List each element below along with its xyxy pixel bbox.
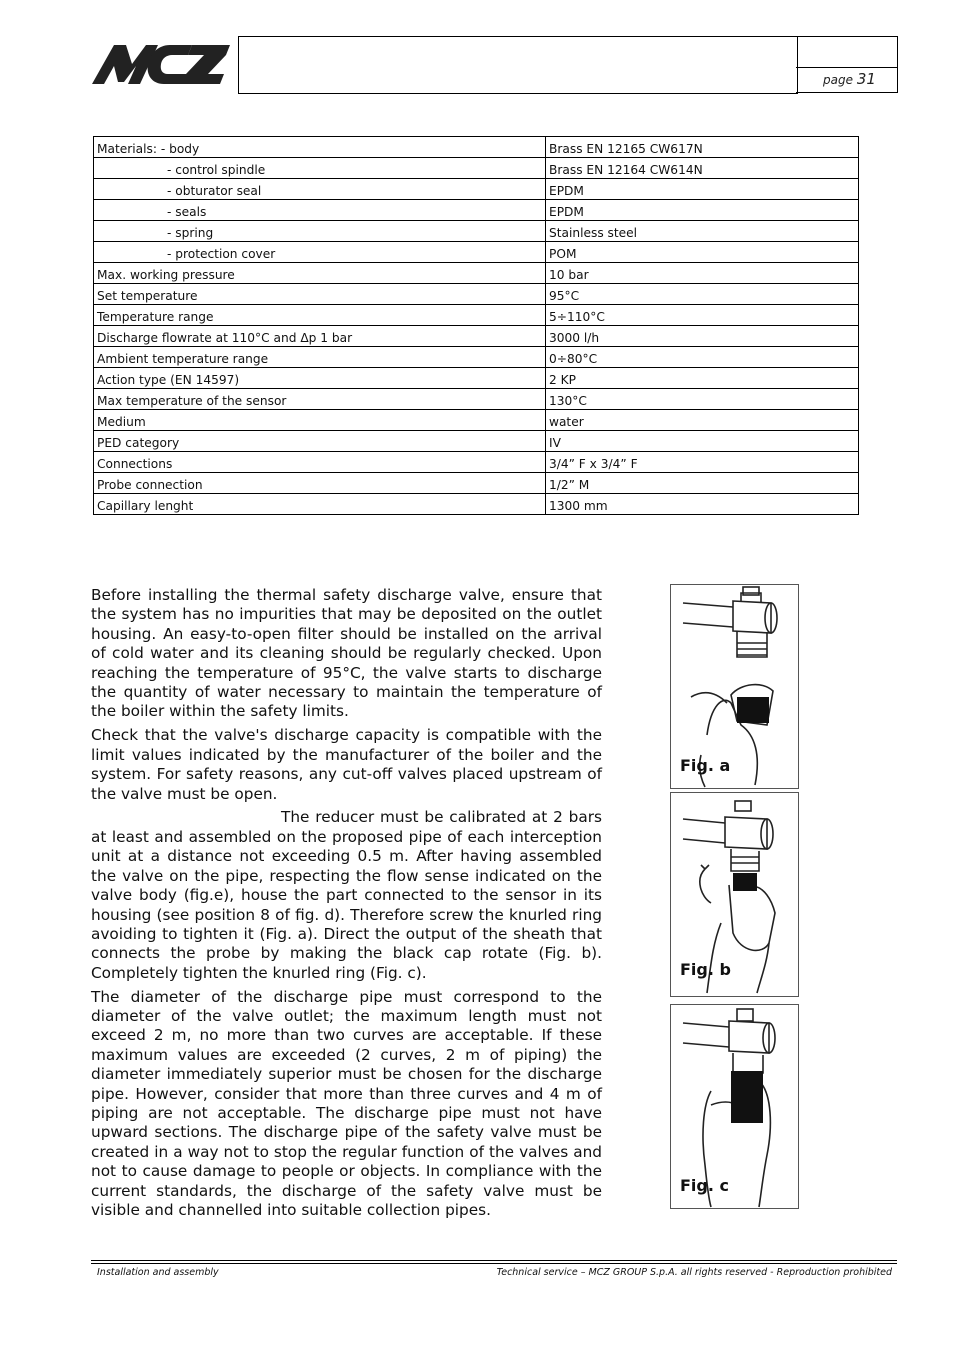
mcz-logo [92, 42, 232, 87]
specification-table [93, 136, 859, 515]
table-row [94, 368, 859, 389]
table-row [94, 473, 859, 494]
spec-value: 10 bar [546, 263, 859, 284]
spec-value: Brass EN 12164 CW614N [546, 158, 859, 179]
figure-b [670, 792, 799, 997]
footer-copyright: Technical service – MCZ GROUP S.p.A. all rights reserved - Reproduction prohibited [496, 1267, 892, 1278]
spec-value: 1300 mm [546, 494, 859, 515]
spec-label: Action type (EN 14597) [94, 368, 546, 389]
spec-value: 3000 l/h [546, 326, 859, 347]
spec-label: PED category [94, 431, 546, 452]
spec-value: EPDM [546, 179, 859, 200]
spec-value: POM [546, 242, 859, 263]
table-row [94, 242, 859, 263]
spec-value: EPDM [546, 200, 859, 221]
paragraph-installation: Before installing the thermal safety discharge valve, ensure that the system has no impurities that may be deposited on the outlet housing. An easy-to-open filter should be installed on the arrival of cold water and its cleaning should be regularly checked. Upon reaching the temperature of 95°C, the valve starts to discharge the quantity of water necessary to maintain the temperature of the boiler within the safety limits. [91, 586, 602, 721]
spec-label: Temperature range [94, 305, 546, 326]
footer-rule [91, 1260, 897, 1261]
spec-label: Discharge flowrate at 110°C and Δp 1 bar [94, 326, 546, 347]
table-row [94, 284, 859, 305]
figure-c-label: Fig. c [680, 1176, 729, 1195]
spec-label: Set temperature [94, 284, 546, 305]
valve-hand-illustration-a [671, 585, 798, 788]
spec-value: Brass EN 12165 CW617N [546, 137, 859, 158]
figure-c [670, 1004, 799, 1209]
spec-label: - control spindle [94, 158, 546, 179]
spec-value: IV [546, 431, 859, 452]
paragraph-discharge-pipe: The diameter of the discharge pipe must correspond to the diameter of the valve outlet; the maximum length must not exceed 2 m, no more than two curves are acceptable. If these maximum values are exceeded (2 curves, 2 m of piping) the diameter immediately superior must be chosen for the discharge pipe. However, consider that more than three curves and 4 m of piping are not acceptable. The discharge pipe must not have upward sections. The discharge pipe of the safety valve must be created in a way not to stop the regular function of the valves and not to cause damage to people or objects. In compliance with the current standards, the discharge of the safety valve must be visible and channelled into suitable collection pipes. [91, 987, 602, 1220]
table-row [94, 305, 859, 326]
spec-label: - obturator seal [94, 179, 546, 200]
header-side-box [796, 36, 898, 68]
spec-label: - protection cover [94, 242, 546, 263]
page-number: page 31 [823, 70, 876, 88]
spec-label: Max. working pressure [94, 263, 546, 284]
table-row [94, 431, 859, 452]
valve-hand-illustration-b [671, 793, 798, 996]
figure-b-label: Fig. b [680, 960, 731, 979]
figure-a [670, 584, 799, 789]
spec-label: Ambient temperature range [94, 347, 546, 368]
spec-label: Probe connection [94, 473, 546, 494]
spec-value: 130°C [546, 389, 859, 410]
header-title-box [238, 36, 798, 94]
spec-value: Stainless steel [546, 221, 859, 242]
table-row [94, 347, 859, 368]
spec-label: Medium [94, 410, 546, 431]
footer-section-title: Installation and assembly [97, 1267, 219, 1278]
figure-a-label: Fig. a [680, 756, 731, 775]
spec-value: 5÷110°C [546, 305, 859, 326]
table-row [94, 263, 859, 284]
spec-label: Connections [94, 452, 546, 473]
body-text [91, 586, 602, 1225]
table-row [94, 200, 859, 221]
paragraph-reducer: The reducer must be calibrated at 2 bars at least and assembled on the proposed pipe of each interception unit at a distance not exceeding 0.5 m. After having assembled the valve on the pipe, respecting the flow sense indicated on the valve body (fig.e), house the part connected to the sensor in its housing (see position 8 of fig. d). Therefore screw the knurled ring avoiding to tighten it (Fig. a). Direct the output of the sheath that connects the probe by making the black cap rotate (Fig. b). Completely tighten the knurled ring (Fig. c). [91, 808, 602, 982]
spec-value: 1/2” M [546, 473, 859, 494]
spec-value: water [546, 410, 859, 431]
valve-hand-illustration-c [671, 1005, 798, 1208]
spec-label: Materials: - body [94, 137, 546, 158]
table-row [94, 410, 859, 431]
spec-label: Max temperature of the sensor [94, 389, 546, 410]
table-row [94, 389, 859, 410]
page-number-box [796, 66, 898, 93]
spec-label: - seals [94, 200, 546, 221]
table-row [94, 179, 859, 200]
spec-label: Capillary lenght [94, 494, 546, 515]
spec-value: 95°C [546, 284, 859, 305]
footer-rule-thin [91, 1263, 897, 1264]
table-row [94, 137, 859, 158]
spec-value: 0÷80°C [546, 347, 859, 368]
spec-value: 3/4” F x 3/4” F [546, 452, 859, 473]
table-row [94, 221, 859, 242]
paragraph-discharge-capacity: Check that the valve's discharge capacity is compatible with the limit values indicated by the manufacturer of the boiler and the system. For safety reasons, any cut-off valves placed upstream of the valve must be open. [91, 726, 602, 803]
table-row [94, 326, 859, 347]
table-row [94, 494, 859, 515]
spec-value: 2 KP [546, 368, 859, 389]
spec-label: - spring [94, 221, 546, 242]
table-row [94, 158, 859, 179]
table-row [94, 452, 859, 473]
